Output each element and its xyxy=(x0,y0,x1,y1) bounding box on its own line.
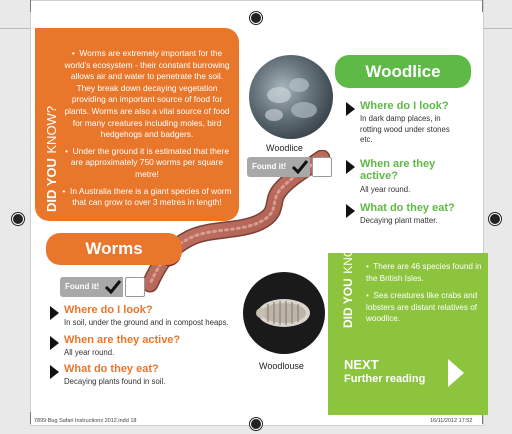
checkmark-icon xyxy=(103,277,123,297)
registration-mark-icon xyxy=(489,213,501,225)
did-you-text: DID YOU xyxy=(44,158,59,212)
crop-mark xyxy=(482,0,483,12)
know-text: KNOW? xyxy=(341,229,355,274)
crop-mark xyxy=(484,28,512,29)
worms-title: Worms xyxy=(46,233,182,265)
woodlouse-caption: Woodlouse xyxy=(259,361,304,371)
woodlice-found-it[interactable] xyxy=(247,157,332,177)
woodlice-photo xyxy=(249,55,333,139)
registration-mark-icon xyxy=(12,213,24,225)
did-you-text: DID YOU xyxy=(341,278,355,328)
arrow-icon xyxy=(346,102,355,116)
fact-text: • In Australia there is a giant species of worm that can grow to over 3 metres in length! xyxy=(62,185,232,208)
next-link[interactable] xyxy=(344,357,474,391)
checkmark-icon xyxy=(290,157,310,177)
crop-mark xyxy=(30,412,31,424)
woodlouse-photo xyxy=(243,272,325,354)
worms-found-it[interactable] xyxy=(60,277,145,297)
woodlice-group-icon xyxy=(249,55,333,139)
woodlice-title: Woodlice xyxy=(335,55,471,88)
further-reading-label: Further reading xyxy=(344,373,426,385)
fact-text: • Worms are extremely important for the world's ecosystem - their constant burrowing allows air and water to penetrate the soil. They break down decaying vegetation providing an important source of food for plants. Worms are also a vital source of food for many creatures including moles, bird hedgehogs and badgers. xyxy=(64,48,230,140)
arrow-icon xyxy=(50,306,59,320)
footer-left: 7899 Bug Safari Instructions 2012.indd 18 xyxy=(34,418,137,424)
fact-text: • Sea creatures like crabs and lobsters are distant relatives of woodlice. xyxy=(366,291,478,323)
know-text: KNOW? xyxy=(44,105,59,154)
fact-text: • Under the ground it is estimated that there are approximately 750 worms per square metre! xyxy=(64,145,230,179)
found-it-checkbox[interactable] xyxy=(125,277,145,297)
crop-mark xyxy=(30,0,31,12)
arrow-icon xyxy=(346,204,355,218)
found-it-label: Found it! xyxy=(60,277,103,297)
woodlice-caption: Woodlice xyxy=(266,143,303,153)
registration-mark-icon xyxy=(250,12,262,24)
woodlouse-icon xyxy=(243,272,325,354)
arrow-icon xyxy=(50,365,59,379)
found-it-checkbox[interactable] xyxy=(312,157,332,177)
arrow-icon xyxy=(50,336,59,350)
fact-text: • There are 46 species found in the British Isles. xyxy=(366,262,482,283)
did-you-know-woodlice-box xyxy=(328,229,488,415)
next-arrow-icon[interactable] xyxy=(448,359,464,387)
arrow-icon xyxy=(346,160,355,174)
did-you-know-heading xyxy=(339,230,357,328)
next-label: NEXT xyxy=(344,357,379,372)
registration-mark-icon xyxy=(250,418,262,430)
found-it-label: Found it! xyxy=(247,157,290,177)
crop-mark xyxy=(0,28,30,29)
footer-right: 16/11/2012 17:52 xyxy=(430,418,473,424)
did-you-know-heading xyxy=(43,106,61,212)
